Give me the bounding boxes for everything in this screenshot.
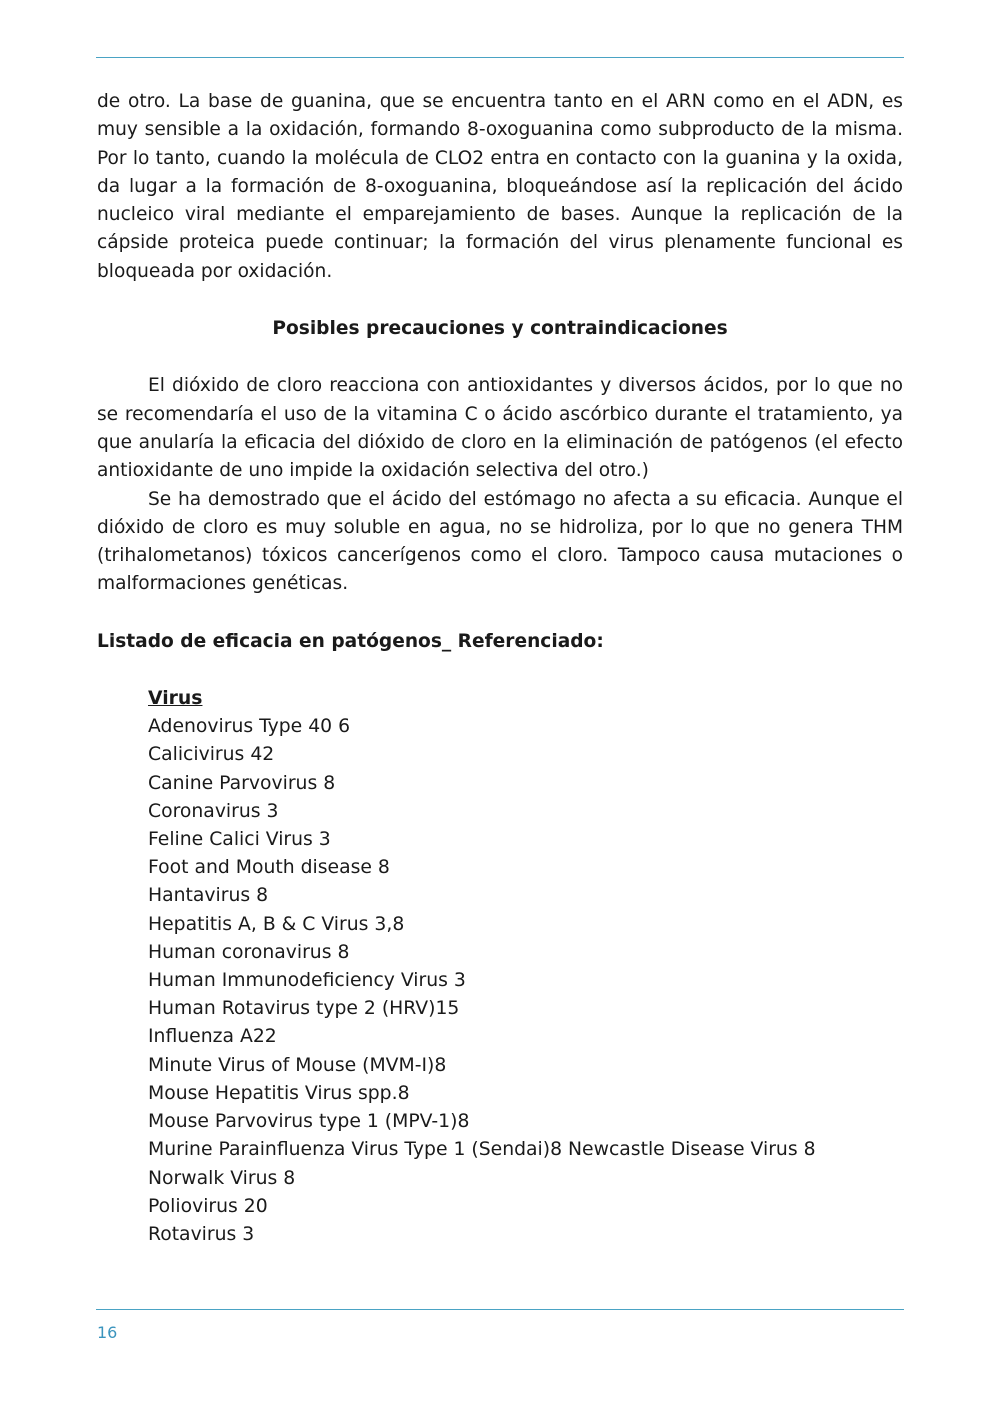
list-item: Human Immunodeficiency Virus 3 bbox=[148, 970, 466, 992]
list-item: Poliovirus 20 bbox=[148, 1195, 268, 1217]
list-item: Hantavirus 8 bbox=[148, 885, 269, 907]
list-item: Calicivirus 42 bbox=[148, 744, 275, 766]
list-item: Mouse Parvovirus type 1 (MPV-1)8 bbox=[148, 1111, 470, 1133]
list-item: Adenovirus Type 40 6 bbox=[148, 716, 351, 738]
page-number: 16 bbox=[97, 1323, 118, 1342]
list-item: Mouse Hepatitis Virus spp.8 bbox=[148, 1082, 410, 1104]
page-content bbox=[97, 88, 903, 1249]
list-item: Canine Parvovirus 8 bbox=[148, 772, 336, 794]
list-item: Norwalk Virus 8 bbox=[148, 1167, 296, 1189]
list-item: Rotavirus 3 bbox=[148, 1223, 255, 1245]
efficacy-list-heading: Listado de eficacia en patógenos_ Referenciado: bbox=[97, 630, 604, 652]
virus-section bbox=[97, 685, 903, 1249]
section-heading: Posibles precauciones y contraindicaciones bbox=[272, 318, 728, 340]
virus-list bbox=[148, 713, 903, 1249]
header-rule bbox=[96, 57, 904, 58]
list-item: Human Rotavirus type 2 (HRV)15 bbox=[148, 998, 460, 1020]
list-item: Influenza A22 bbox=[148, 1026, 277, 1048]
list-item: Murine Parainfluenza Virus Type 1 (Sendai)8 Newcastle Disease Virus 8 bbox=[148, 1139, 816, 1161]
list-item: Human coronavirus 8 bbox=[148, 941, 350, 963]
list-item: Hepatitis A, B & C Virus 3,8 bbox=[148, 913, 405, 935]
paragraph-continuation: de otro. La base de guanina, que se encuentra tanto en el ARN como en el ADN, es muy sensible a la oxidación, formando 8-oxoguanina como subproducto de la misma. Por lo tanto, cuando la molécula de CLO2 entra en contacto con la guanina y la oxida, da lugar a la formación de 8-oxoguanina, bloqueándose así la replicación del ácido nucleico viral mediante el emparejamiento de bases. Aunque la replicación de la cápside proteica puede continuar; la formación del virus plenamente funcional es bloqueada por oxidación. bbox=[97, 91, 903, 282]
list-item: Feline Calici Virus 3 bbox=[148, 829, 331, 851]
paragraph-antioxidants: El dióxido de cloro reacciona con antioxidantes y diversos ácidos, por lo que no se recomendaría el uso de la vitamina C o ácido ascórbico durante el tratamiento, ya que anularía la eficacia del dióxido de cloro en la eliminación de patógenos (el efecto antioxidante de uno impide la oxidación selectiva del otro.) bbox=[97, 375, 903, 482]
list-item: Coronavirus 3 bbox=[148, 800, 279, 822]
footer-rule bbox=[96, 1309, 904, 1310]
list-item: Foot and Mouth disease 8 bbox=[148, 857, 390, 879]
paragraph-stomach-acid: Se ha demostrado que el ácido del estómago no afecta a su eficacia. Aunque el dióxido de cloro es muy soluble en agua, no se hidroliza, por lo que no genera THM (trihalometanos) tóxicos cancerígenos como el cloro. Tampoco causa mutaciones o malformaciones genéticas. bbox=[97, 488, 903, 595]
virus-title: Virus bbox=[148, 688, 203, 710]
list-item: Minute Virus of Mouse (MVM-I)8 bbox=[148, 1054, 447, 1076]
